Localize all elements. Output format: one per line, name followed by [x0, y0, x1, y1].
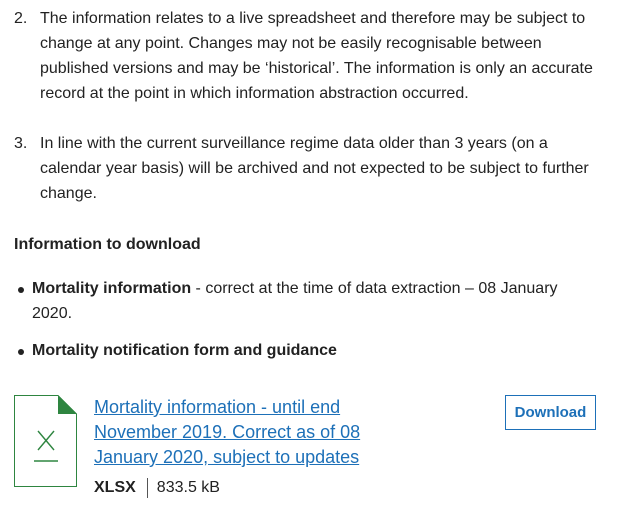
list-item-title: Mortality notification form and guidance [32, 342, 337, 359]
item-text: In line with the current surveillance regime data older than 3 years (on a calendar year basis) will be archived and not expected to be subject to further change. [40, 135, 589, 202]
metadata-divider [147, 478, 148, 498]
download-button[interactable]: Download [505, 395, 596, 430]
bullet-icon [18, 287, 24, 293]
list-item-description: - correct at the time of data extraction – 08 January 2020. [32, 280, 558, 322]
file-size: 833.5 kB [156, 479, 220, 496]
item-text: The information relates to a live spreadsheet and therefore may be subject to change at any point. Changes may not be easily recognisable between published versions and may be ‘historical’. The information is only an accurate record at the point in which information abstraction occurred. [40, 10, 593, 102]
item-number: 2. [14, 10, 28, 27]
spreadsheet-file-icon[interactable] [14, 395, 77, 487]
attachment-title-link[interactable]: Mortality information - until end November 2019. Correct as of 08 January 2020, subject to updates [94, 397, 361, 467]
attachment-metadata [94, 477, 220, 499]
downloads-heading: Information to download [14, 236, 201, 253]
list-item-text [32, 276, 577, 326]
list-item-title: Mortality information [32, 280, 192, 297]
item-number: 3. [14, 135, 28, 152]
bullet-icon [18, 349, 24, 355]
list-item-text [32, 338, 577, 363]
file-format: XLSX [94, 479, 136, 496]
